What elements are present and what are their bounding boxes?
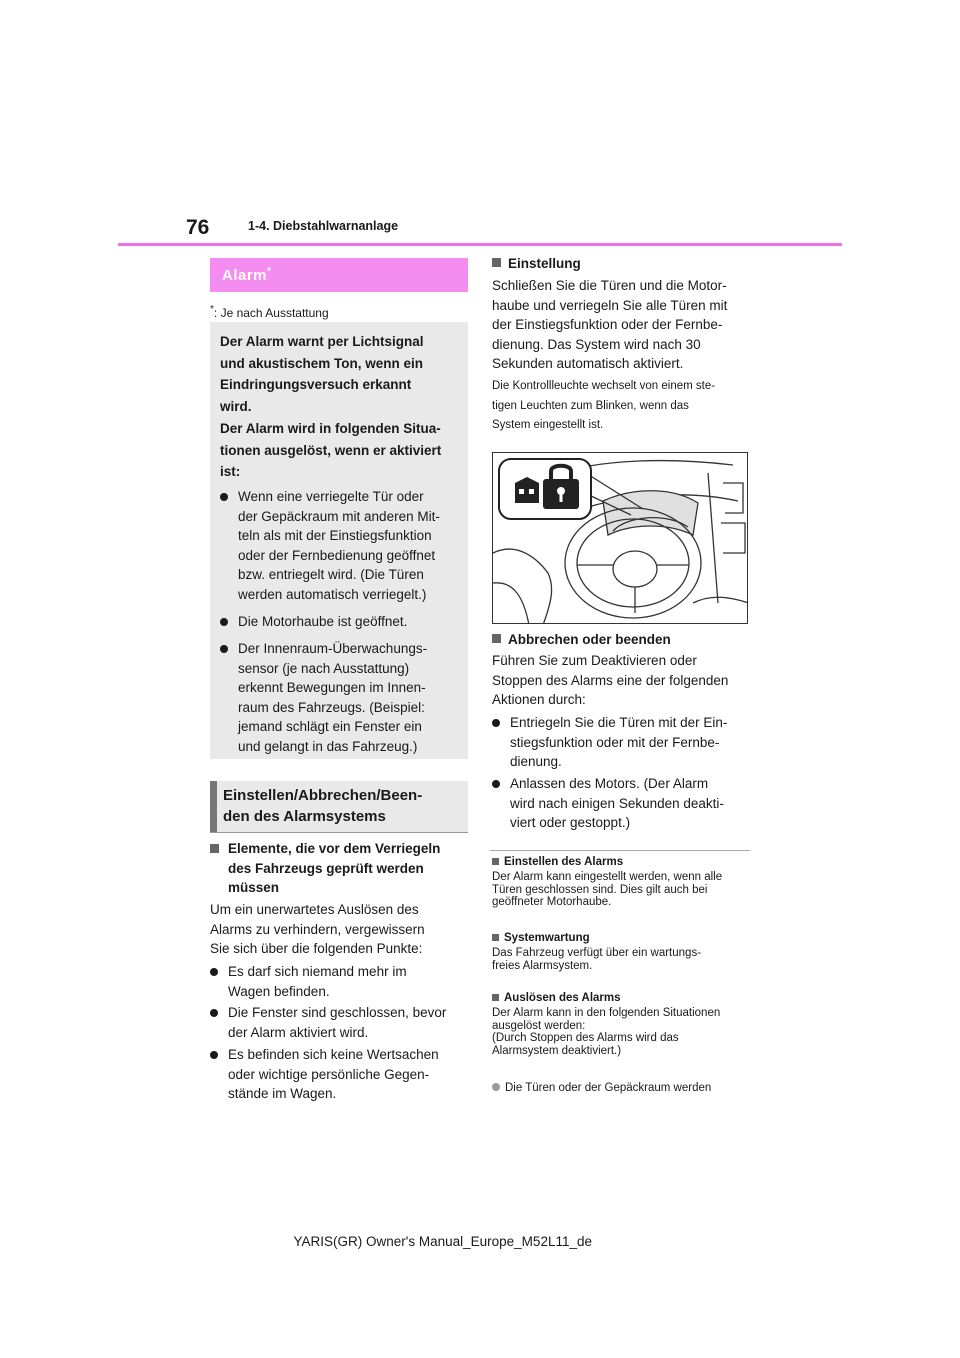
bullet-line: Es darf sich niemand mehr im: [228, 964, 407, 979]
bullet-line: Entriegeln Sie die Türen mit der Ein-: [510, 715, 728, 730]
bullet-line: Es befinden sich keine Wertsachen: [228, 1047, 439, 1062]
square-bullet-icon: [492, 994, 499, 1001]
intro-line: und akustischem Ton, wenn ein: [220, 355, 424, 371]
bullet-line: oder der Fernbedienung geöffnet: [238, 547, 436, 563]
text-line: Führen Sie zum Deaktivieren oder: [492, 653, 697, 668]
setting-text: [492, 276, 752, 374]
bullet-line: sensor (je nach Ausstattung): [238, 660, 410, 676]
intro-line: wird.: [220, 399, 252, 415]
bullet-line: Der Innenraum-Überwachungs-: [238, 641, 428, 656]
square-bullet-icon: [492, 258, 501, 267]
intro-line: tionen ausgelöst, wenn er aktiviert: [220, 442, 442, 458]
bullet-line: oder wichtige persönliche Gegen-: [228, 1066, 430, 1082]
bullet-line: teln als mit der Einstiegsfunktion: [238, 528, 432, 544]
square-bullet-icon: [492, 934, 499, 941]
cancel-heading-text: Abbrechen oder beenden: [508, 632, 671, 647]
text-line: Stoppen des Alarms eine der folgenden: [492, 672, 729, 688]
cancel-heading: [492, 630, 671, 650]
page-number: 76: [186, 216, 210, 239]
bullet-line: der Gepäckraum mit anderen Mit-: [238, 508, 440, 524]
text-line: Um ein unerwartetes Auslösen des: [210, 902, 419, 917]
bullet-line: Die Motorhaube ist geöffnet.: [238, 614, 408, 629]
cancel-text: [492, 651, 752, 710]
text-line: der Einstiegsfunktion oder der Fernbe-: [492, 317, 723, 333]
intro-line: Der Alarm warnt per Lichtsignal: [220, 334, 424, 349]
note-line: freies Alarmsystem.: [492, 959, 593, 972]
check-intro: [210, 900, 468, 959]
notes-rule: [490, 850, 750, 851]
bullet-dot-icon: [220, 618, 228, 626]
square-bullet-icon: [492, 858, 499, 865]
bullet-dot-icon: [220, 493, 228, 501]
section-title: 1-4. Diebstahlwarnanlage: [248, 219, 399, 233]
heading-rule: [210, 832, 468, 833]
bullet-line: dienung.: [510, 754, 562, 770]
note-line: Das Fahrzeug verfügt über ein wartungs-: [492, 947, 702, 959]
setting-heading: [492, 254, 581, 274]
alarm-intro-box: [210, 322, 468, 759]
text-line: Sekunden automatisch aktiviert.: [492, 356, 684, 372]
bullet-line: wird nach einigen Sekunden deakti-: [510, 795, 724, 811]
setting-note: [492, 377, 752, 436]
note-line: geöffneter Motorhaube.: [492, 896, 612, 909]
header-rule: [118, 243, 842, 246]
bullet-line: Wagen befinden.: [228, 983, 330, 999]
bullet-dot-icon: [210, 1051, 218, 1059]
alarm-title-mark: *: [267, 266, 272, 277]
text-line: Die Kontrollleuchte wechselt von einem ste-: [492, 380, 716, 392]
note-bullet: [492, 1082, 754, 1095]
einstellen-heading: [210, 781, 468, 832]
text-line: dienung. Das System wird nach 30: [492, 336, 701, 352]
dashboard-figure: [492, 452, 748, 624]
bullet-line: Wenn eine verriegelte Tür oder: [238, 489, 424, 504]
bullet-line: werden automatisch verriegelt.): [238, 586, 427, 602]
bullet-dot-icon: [492, 719, 500, 727]
alarm-title: Alarm: [222, 267, 268, 284]
heading-line: des Fahrzeugs geprüft werden: [228, 860, 424, 876]
note-line: (Durch Stoppen des Alarms wird das: [492, 1032, 679, 1045]
bullet-line: raum des Fahrzeugs. (Beispiel:: [238, 699, 425, 715]
heading-line: Elemente, die vor dem Verriegeln: [228, 841, 441, 856]
bullet-dot-icon: [492, 780, 500, 788]
footnote: [210, 304, 329, 320]
text-line: tigen Leuchten zum Blinken, wenn das: [492, 399, 689, 412]
note-line: ausgelöst werden:: [492, 1019, 586, 1032]
note-line: Der Alarm kann eingestellt werden, wenn alle: [492, 871, 723, 883]
footnote-mark: *: [210, 304, 214, 315]
note-title: Einstellen des Alarms: [504, 856, 624, 868]
note-line: Alarmsystem deaktiviert.): [492, 1044, 622, 1057]
text-line: System eingestellt ist.: [492, 419, 604, 432]
heading-line: den des Alarmsystems: [223, 808, 386, 825]
bullet-line: viert oder gestoppt.): [510, 815, 631, 831]
bullet-line: erkennt Bewegungen im Innen-: [238, 680, 426, 696]
setting-heading-text: Einstellung: [508, 256, 581, 271]
intro-line: Der Alarm wird in folgenden Situa-: [220, 420, 441, 436]
bullet-dot-icon: [492, 1083, 500, 1091]
square-bullet-icon: [210, 844, 219, 853]
bullet-dot-icon: [220, 645, 228, 653]
note-ausloesen: [492, 992, 754, 1057]
text-line: Alarms zu verhindern, vergewissern: [210, 921, 425, 937]
note-bullet-text: Die Türen oder der Gepäckraum werden: [505, 1082, 712, 1094]
bullet-line: jemand schlägt ein Fenster ein: [238, 719, 422, 735]
alarm-heading: [210, 258, 468, 292]
text-line: Schließen Sie die Türen und die Motor-: [492, 278, 727, 293]
text-line: Aktionen durch:: [492, 692, 586, 708]
bullet-dot-icon: [210, 968, 218, 976]
text-line: Sie sich über die folgenden Punkte:: [210, 941, 423, 957]
bullet-line: und gelangt in das Fahrzeug.): [238, 738, 418, 754]
bullet-line: stände im Wagen.: [228, 1086, 337, 1102]
footer: YARIS(GR) Owner's Manual_Europe_M52L11_de: [293, 1234, 592, 1249]
dashboard-security-indicator-icon: [493, 453, 748, 624]
alarm-intro-text: [220, 331, 464, 483]
bullet-dot-icon: [210, 1009, 218, 1017]
heading-line: Einstellen/Abbrechen/Been-: [223, 787, 423, 804]
text-line: haube und verriegeln Sie alle Türen mit: [492, 297, 728, 313]
note-einstellen: [492, 856, 754, 909]
note-line: Der Alarm kann in den folgenden Situationen: [492, 1007, 721, 1019]
intro-line: Eindringungsversuch erkannt: [220, 377, 412, 393]
heading-line: müssen: [228, 880, 280, 896]
bullet-line: stiegsfunktion oder mit der Fernbe-: [510, 734, 720, 750]
note-line: Türen geschlossen sind. Dies gilt auch bei: [492, 883, 708, 896]
bullet-line: der Alarm aktiviert wird.: [228, 1024, 369, 1040]
square-bullet-icon: [492, 634, 501, 643]
bullet-line: Anlassen des Motors. (Der Alarm: [510, 776, 709, 791]
note-wartung: [492, 932, 754, 972]
check-heading: [210, 839, 468, 898]
note-title: Auslösen des Alarms: [504, 992, 621, 1004]
footnote-text: : Je nach Ausstattung: [213, 306, 329, 320]
bullet-line: Die Fenster sind geschlossen, bevor: [228, 1005, 447, 1020]
bullet-line: bzw. entriegelt wird. (Die Türen: [238, 567, 424, 583]
intro-line: ist:: [220, 464, 241, 480]
note-title: Systemwartung: [504, 932, 590, 944]
